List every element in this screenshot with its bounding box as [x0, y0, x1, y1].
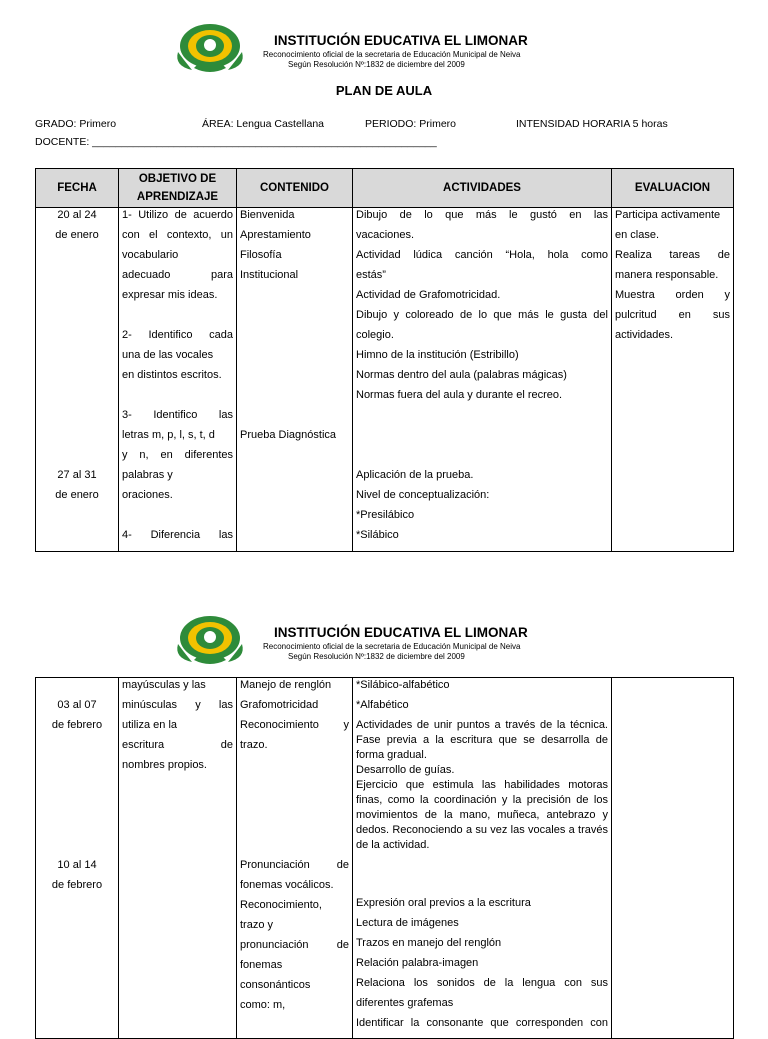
fecha-line: de febrero — [51, 879, 103, 891]
contenido-line: Reconocimiento y — [240, 719, 349, 731]
objetivo-cell — [119, 678, 237, 1039]
area-label: ÁREA: Lengua Castellana — [202, 118, 324, 130]
evaluacion-line: pulcritud en sus — [615, 309, 730, 321]
actividades-line: Himno de la institución (Estribillo) — [356, 349, 519, 361]
header-contenido: CONTENIDO — [237, 169, 353, 208]
actividades-cell — [353, 208, 612, 552]
actividades-line: estás” — [356, 269, 386, 281]
contenido-line: fonemas — [240, 959, 283, 971]
actividades-line: Aplicación de la prueba. — [356, 469, 474, 481]
objetivo-line: mayúsculas y las — [122, 679, 206, 691]
actividades-paragraph: Ejercicio que estimula las habilidades motoras finas, como la coordinación y la precisión de los movimientos de la mano, muñeca, antebrazo y dedos. Reconociendo a su vez las vocales a través de la actividad. — [356, 779, 608, 851]
plan-title: PLAN DE AULA — [335, 83, 433, 98]
contenido-line: trazo. — [240, 739, 268, 751]
plan-table-page2 — [35, 677, 734, 1039]
objetivo-line: 3- Identifico las — [122, 409, 233, 421]
institution-subtitle-2: Según Resolución Nº:1832 de diciembre del 2009 — [288, 652, 465, 661]
evaluacion-line: Realiza tareas de — [615, 249, 730, 261]
actividades-line: Relación palabra-imagen — [356, 957, 479, 969]
fecha-line: 27 al 31 — [57, 469, 97, 481]
school-logo-icon — [172, 614, 248, 666]
header-evaluacion: EVALUACION — [612, 169, 734, 208]
objetivo-cell — [119, 208, 237, 552]
contenido-cell — [237, 678, 353, 1039]
actividades-line: Dibujo de lo que más le gustó en las — [356, 209, 608, 221]
evaluacion-line: actividades. — [615, 329, 674, 341]
evaluacion-line: Participa activamente — [615, 209, 721, 221]
objetivo-line: letras m, p, l, s, t, d — [122, 429, 215, 441]
objetivo-line: y n, en diferentes — [122, 449, 233, 461]
actividades-line: *Silábico-alfabético — [356, 679, 450, 691]
objetivo-line: 1- Utilizo de acuerdo — [122, 209, 233, 221]
objetivo-line: minúsculas y las — [122, 699, 233, 711]
contenido-line: trazo y — [240, 919, 274, 931]
fecha-line: de febrero — [51, 719, 103, 731]
objetivo-line: utiliza en la — [122, 719, 178, 731]
contenido-line: Institucional — [240, 269, 299, 281]
objetivo-line: escritura de — [122, 739, 233, 751]
actividades-line: *Presilábico — [356, 509, 415, 521]
fecha-line: 03 al 07 — [57, 699, 97, 711]
actividades-guias: Desarrollo de guías. — [356, 764, 455, 776]
objetivo-line: 2- Identifico cada — [122, 329, 233, 341]
actividades-line: Nivel de conceptualización: — [356, 489, 490, 501]
contenido-line: Aprestamiento — [240, 229, 311, 241]
actividades-line: Actividad lúdica canción “Hola, hola como — [356, 249, 608, 261]
actividades-line: Identificar la consonante que corresponden con — [356, 1017, 608, 1029]
docente-label: DOCENTE: ___________________________________________________________ — [35, 136, 437, 148]
actividades-line: diferentes grafemas — [356, 997, 454, 1009]
contenido-line: consonánticos — [240, 979, 311, 991]
actividades-line: Dibujo y coloreado de lo que más le gusta del — [356, 309, 608, 321]
page1-header — [0, 22, 768, 92]
grado-label: GRADO: Primero — [35, 118, 117, 130]
actividades-line: Expresión oral previos a la escritura — [356, 897, 531, 909]
evaluacion-line: manera responsable. — [615, 269, 719, 281]
intensidad-label: INTENSIDAD HORARIA 5 horas — [516, 118, 668, 130]
institution-name: INSTITUCIÓN EDUCATIVA EL LIMONAR — [274, 33, 528, 48]
objetivo-line: palabras y — [122, 469, 173, 481]
fecha-line: 20 al 24 — [57, 209, 97, 221]
contenido-line: como: m, — [240, 999, 286, 1011]
actividades-cell — [353, 678, 612, 1039]
evaluacion-cell — [612, 678, 734, 1039]
contenido-line: pronunciación de — [240, 939, 349, 951]
objetivo-line: expresar mis ideas. — [122, 289, 218, 301]
fecha-line: de enero — [55, 489, 99, 501]
objetivo-line: en distintos escritos. — [122, 369, 222, 381]
contenido-line: Bienvenida — [240, 209, 295, 221]
institution-name: INSTITUCIÓN EDUCATIVA EL LIMONAR — [274, 625, 528, 640]
contenido-line: Grafomotricidad — [240, 699, 319, 711]
objetivo-line: con el contexto, un — [122, 229, 233, 241]
actividades-line: vacaciones. — [356, 229, 415, 241]
school-logo-icon — [172, 22, 248, 74]
objetivo-line: adecuado para — [122, 269, 233, 281]
contenido-line: Reconocimiento, — [240, 899, 322, 911]
contenido-line: Manejo de renglón — [240, 679, 332, 691]
contenido-cell — [237, 208, 353, 552]
plan-table-page1 — [35, 168, 734, 552]
actividades-line: Lectura de imágenes — [356, 917, 459, 929]
evaluacion-line: Muestra orden y — [615, 289, 730, 301]
objetivo-line: vocabulario — [122, 249, 179, 261]
actividades-line: Normas fuera del aula y durante el recreo. — [356, 389, 563, 401]
header-objetivo: OBJETIVO DE APRENDIZAJE — [119, 169, 237, 208]
evaluacion-cell — [612, 208, 734, 552]
contenido-line: fonemas vocálicos. — [240, 879, 334, 891]
fecha-line: 10 al 14 — [57, 859, 97, 871]
header-fecha: FECHA — [36, 169, 119, 208]
actividades-paragraph: Actividades de unir puntos a través de la técnica. Fase previa a la escritura que se desarrolla de forma gradual. — [356, 719, 608, 761]
objetivo-line: una de las vocales — [122, 349, 214, 361]
objetivo-line: nombres propios. — [122, 759, 207, 771]
actividades-line: *Alfabético — [356, 699, 409, 711]
actividades-line: *Silábico — [356, 529, 399, 541]
contenido-line: Filosofía — [240, 249, 282, 261]
header-actividades: ACTIVIDADES — [353, 169, 612, 208]
contenido-line: Prueba Diagnóstica — [240, 429, 337, 441]
page2-header — [0, 614, 768, 684]
periodo-label: PERIODO: Primero — [365, 118, 457, 130]
fecha-line: de enero — [55, 229, 99, 241]
actividades-line: Normas dentro del aula (palabras mágicas) — [356, 369, 567, 381]
actividades-line: Relaciona los sonidos de la lengua con sus — [356, 977, 608, 989]
fecha-cell — [36, 678, 119, 1039]
actividades-line: colegio. — [356, 329, 394, 341]
objetivo-line: oraciones. — [122, 489, 173, 501]
institution-subtitle-2: Según Resolución Nº:1832 de diciembre del 2009 — [288, 60, 465, 69]
institution-subtitle-1: Reconocimiento oficial de la secretaria de Educación Municipal de Neiva — [263, 50, 521, 59]
actividades-line: Actividad de Grafomotricidad. — [356, 289, 501, 301]
fecha-cell — [36, 208, 119, 552]
objetivo-line: 4- Diferencia las — [122, 529, 233, 541]
evaluacion-line: en clase. — [615, 229, 660, 241]
contenido-line: Pronunciación de — [240, 859, 349, 871]
institution-subtitle-1: Reconocimiento oficial de la secretaria de Educación Municipal de Neiva — [263, 642, 521, 651]
actividades-line: Trazos en manejo del renglón — [356, 937, 502, 949]
